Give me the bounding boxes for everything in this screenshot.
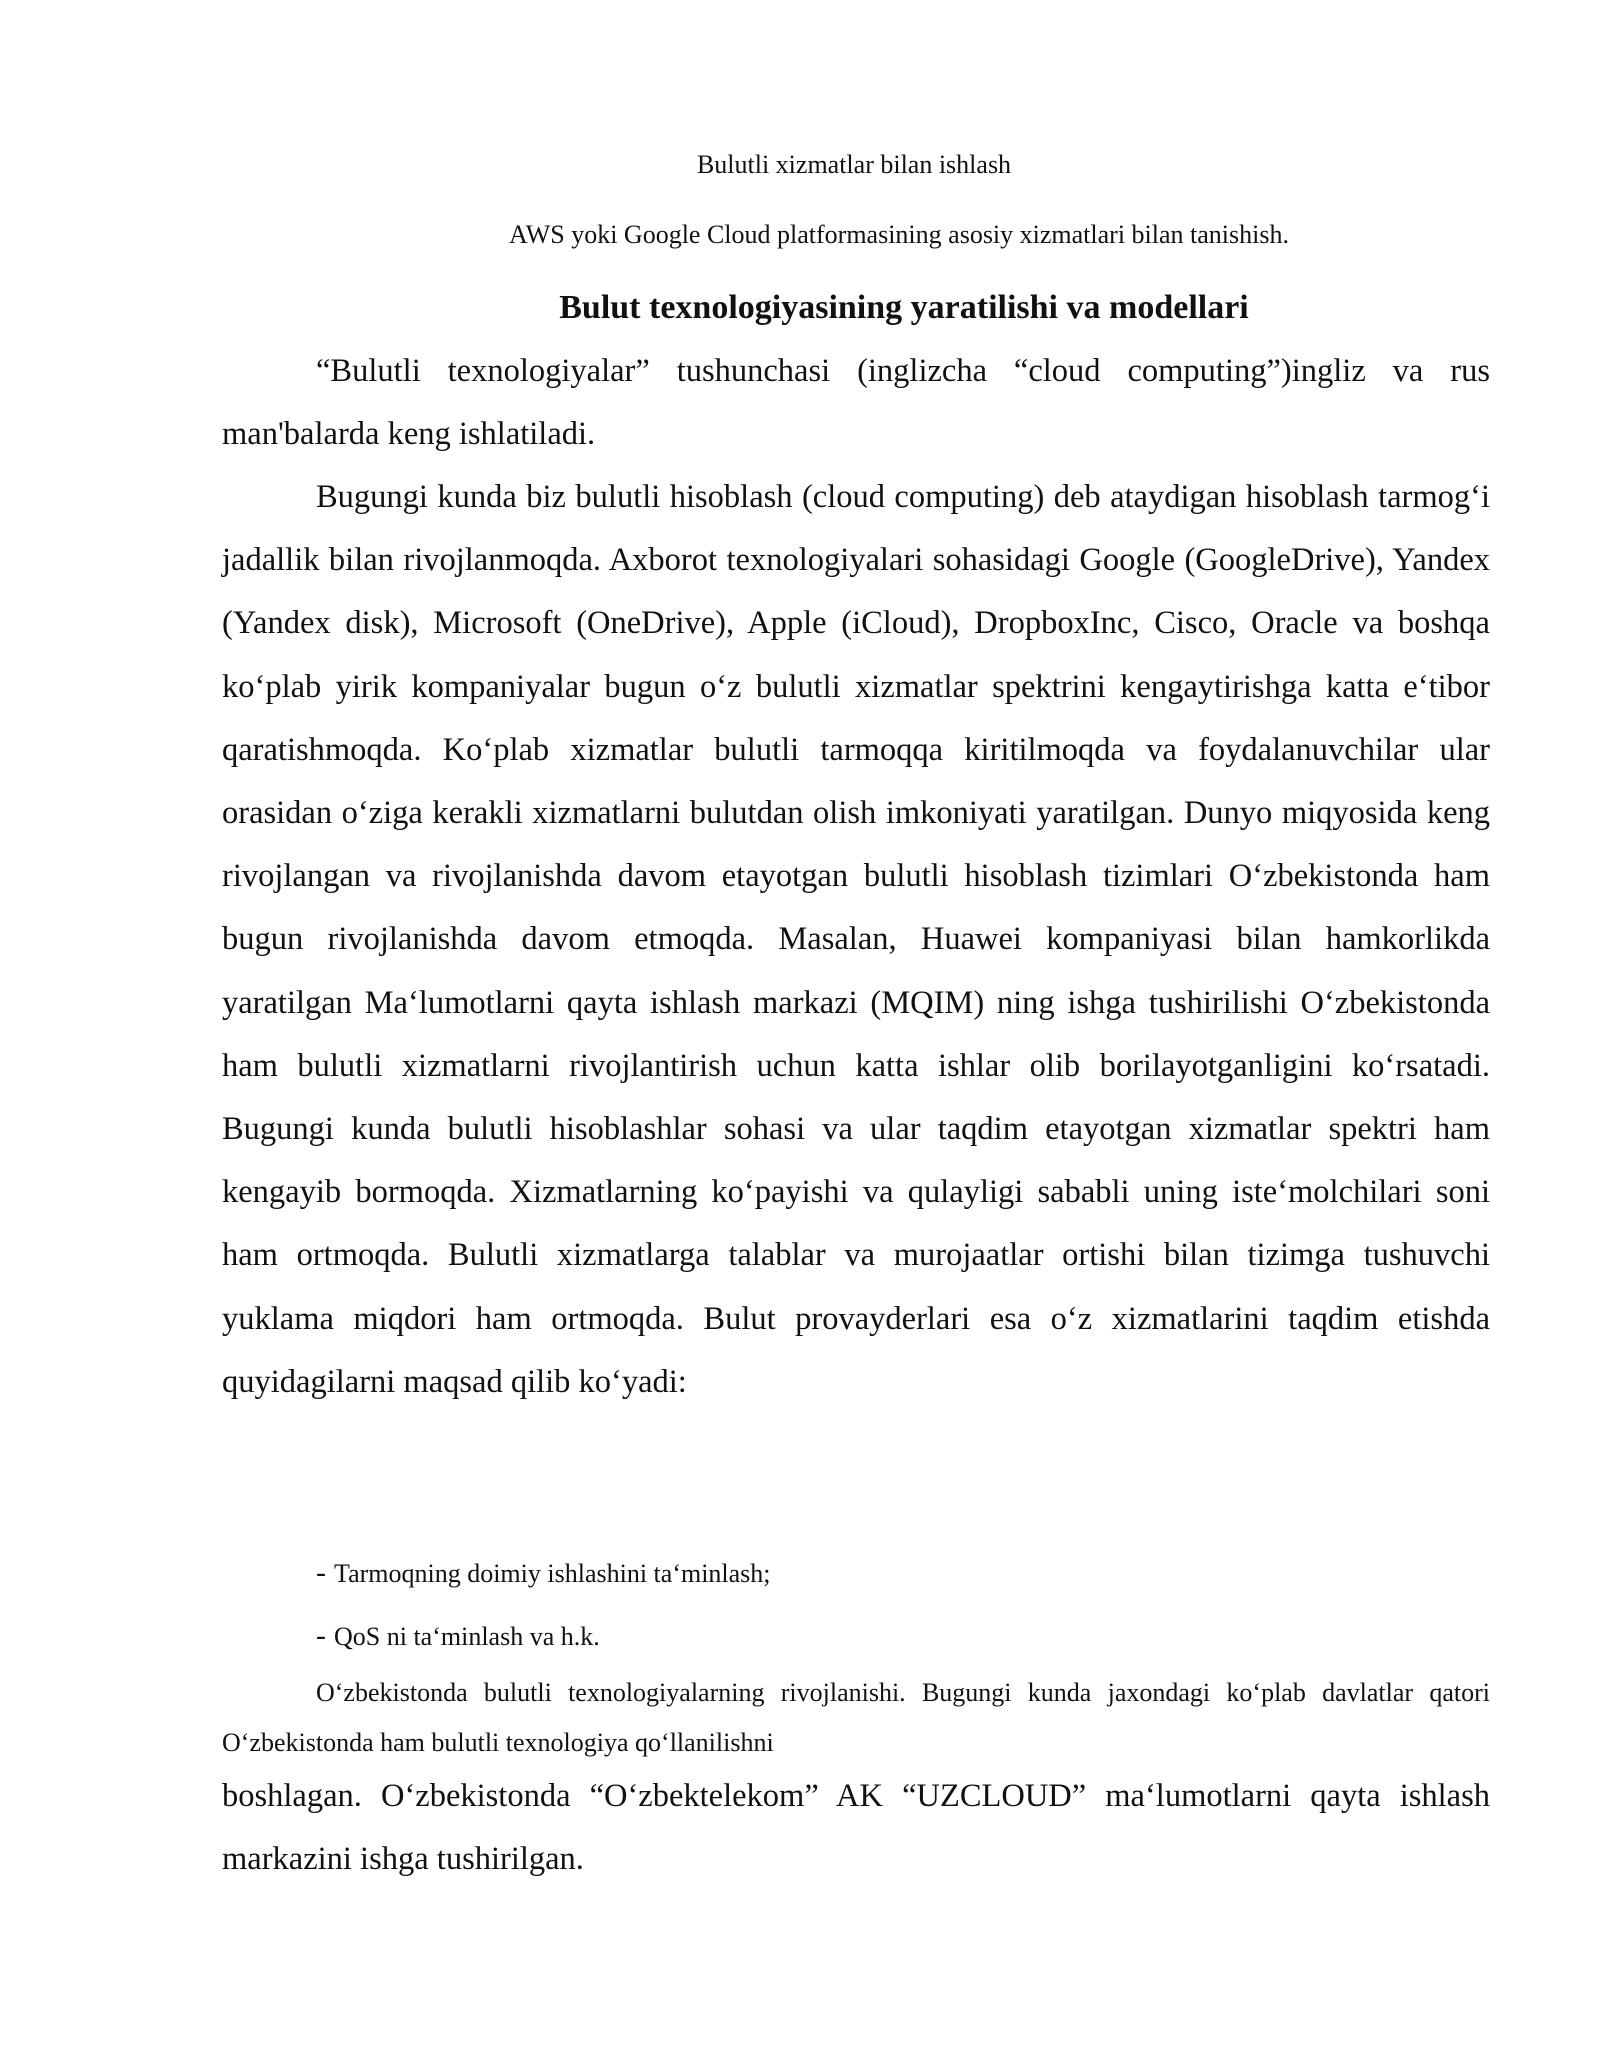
document-title: Bulutli xizmatlar bilan ishlash (696, 150, 1012, 179)
section-heading: Bulut texnologiyasining yaratilishi va modellari (559, 289, 1249, 326)
list-item-text: Tarmoqning doimiy ishlashini ta‘minlash; (334, 1559, 771, 1588)
list-item (222, 1619, 1490, 1654)
document-subtitle: AWS yoki Google Cloud platformasining asosiy xizmatlari bilan tanishish. (509, 220, 1289, 249)
list-item-text: QoS ni ta‘minlash va h.k. (334, 1622, 600, 1651)
paragraph-text: O‘zbekistonda bulutli texnologiyalarning rivojlanishi. Bugungi kunda jaxondagi ko‘plab davlatlar qatori O‘zbekistonda ham bulutli texnologiya qo‘llanilishni (222, 1678, 1490, 1757)
list-dash: - (316, 1619, 326, 1652)
list-item (222, 1556, 1490, 1591)
paragraph-text: Bugungi kunda biz bulutli hisoblash (cloud computing) deb ataydigan hisoblash tarmog‘i jadallik bilan rivojlanmoqda. Axborot texnologiyalari sohasidagi Google (GoogleDrive), Yandex (Yandex disk), Microsoft (OneDrive), Apple (iCloud), DropboxInc, Cisco, Oracle va boshqa ko‘plab yirik kompaniyalar bugun o‘z bulutli xizmatlar spektrini kengaytirishga katta e‘tibor qaratishmoqda. Ko‘plab xizmatlar bulutli tarmoqqa kiritilmoqda va foydalanuvchilar ular orasidan o‘ziga kerakli xizmatlarni bulutdan olish imkoniyati yaratilgan. Dunyo miqyosida keng rivojlangan va rivojlanishda davom etayotgan bulutli hisoblash tizimlari O‘zbekistonda ham bugun rivojlanishda davom etmoqda. Masalan, Huawei kompaniyasi bilan hamkorlikda yaratilgan Ma‘lumotlarni qayta ishlash markazi (MQIM) ning ishga tushirilishi O‘zbekistonda ham bulutli xizmatlarni rivojlantirish uchun katta ishlar olib borilayotganligini ko‘rsatadi. Bugungi kunda bulutli hisoblashlar sohasi va ular taqdim etayotgan xizmatlar spektri ham kengayib bormoqda. Xizmatlarning ko‘payishi va qulayligi sababli uning iste‘molchilari soni ham ortmoqda. Bulutli xizmatlarga talablar va murojaatlar ortishi bilan tizimga tushuvchi yuklama miqdori ham ortmoqda. Bulut provayderlari esa o‘z xizmatlarini taqdim etishda quyidagilarni maqsad qilib ko‘yadi: (222, 479, 1490, 1400)
paragraph-main (222, 466, 1490, 1414)
paragraph-text: “Bulutli texnologiyalar” tushunchasi (inglizcha “cloud computing”)ingliz va rus man'balarda keng ishlatiladi. (222, 353, 1490, 453)
document-page (222, 0, 1490, 2070)
paragraph-uzbekistan-continued: boshlagan. O‘zbekistonda “O‘zbektelekom” AK “UZCLOUD” ma‘lumotlarni qayta ishlash markazini ishga tushirilgan. (222, 1778, 1490, 1878)
paragraph-uzbekistan-intro (222, 1668, 1490, 1768)
list-dash: - (316, 1556, 326, 1589)
paragraph-intro (222, 340, 1490, 466)
